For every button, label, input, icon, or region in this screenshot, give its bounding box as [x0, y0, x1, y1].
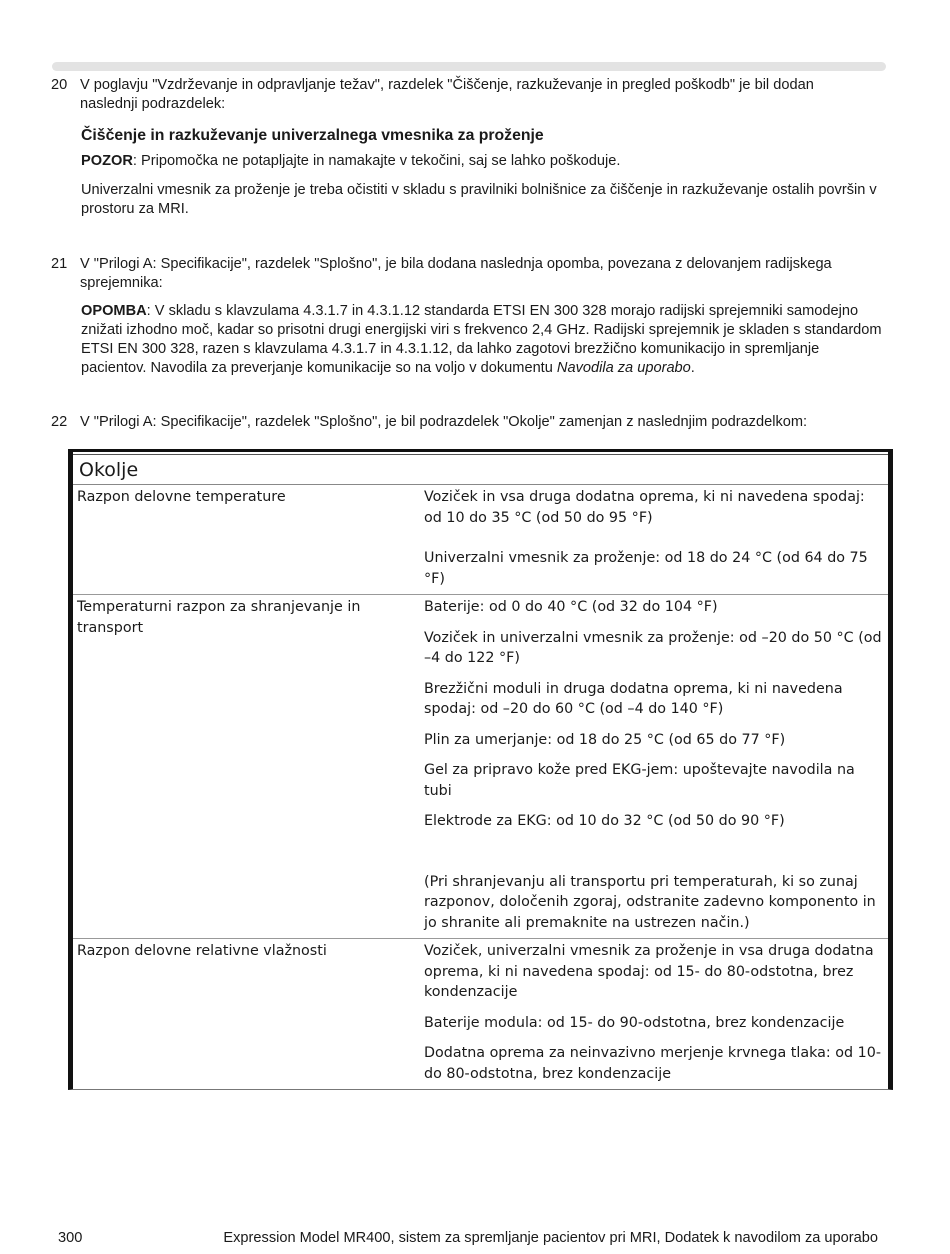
note-end: .: [690, 360, 695, 376]
subsection-heading: Čiščenje in razkuževanje univerzalnega vmesnika za proženje: [81, 127, 544, 144]
table-row: [73, 939, 888, 1089]
row-values: [420, 485, 888, 594]
row-values: [420, 939, 888, 1089]
item-intro: V poglavju "Vzdrževanje in odpravljanje težav", razdelek "Čiščenje, razkuževanje in pregled poškodb" je bil dodan naslednji podrazdelek:: [80, 77, 814, 112]
row-label: Razpon delovne relativne vlažnosti: [77, 943, 327, 959]
note-text: : V skladu s klavzulama 4.3.1.7 in 4.3.1.12 standarda ETSI EN 300 328 morajo radijski sprejemniki samodejno znižati izhodno moč, kadar so prisotni drugi energijski viri s frekvenco 2,4 GHz. Radijski sprejemnik je skladen s standardom ETSI EN 300 328, razen s klavzulama 4.3.1.7 in 4.3.1.12, da lahko zagotovi brezžično komunikacijo in spremljanje pacientov. Navodila za preverjanje komunikacije so na voljo v dokumentu: [81, 303, 882, 376]
row-value: Voziček, univerzalni vmesnik za proženje in vsa druga dodatna oprema, ki ni navedena spodaj: od 15- do 80-odstotna, brez kondenzacije: [424, 943, 874, 1000]
item-intro: V "Prilogi A: Specifikacije", razdelek "Splošno", je bil podrazdelek "Okolje" zamenjan z naslednjim podrazdelkom:: [80, 414, 808, 430]
row-value: Brezžični moduli in druga dodatna oprema, ki ni navedena spodaj: od –20 do 60 °C (od –4 do 140 °F): [424, 680, 843, 717]
item-intro: V "Prilogi A: Specifikacije", razdelek "Splošno", je bila dodana naslednja opomba, povezana z delovanjem radijskega sprejemnika:: [80, 256, 832, 291]
row-label: Temperaturni razpon za shranjevanje in transport: [77, 599, 361, 636]
footer-title: Expression Model MR400, sistem za spremljanje pacientov pri MRI, Dodatek k navodilom za uporabo: [223, 1230, 878, 1246]
table-row: [73, 595, 888, 939]
item-number: 21: [51, 256, 68, 272]
cleaning-text: Univerzalni vmesnik za proženje je treba očistiti v skladu s pravilniki bolnišnice za čiščenje in razkuževanje ostalih površin v prostoru za MRI.: [81, 182, 877, 217]
caution-label: POZOR: [81, 153, 133, 169]
row-value: Dodatna oprema za neinvazivno merjenje krvnega tlaka: od 10- do 80-odstotna, brez kondenzacije: [424, 1045, 881, 1082]
table-title: Okolje: [73, 454, 888, 485]
row-value: (Pri shranjevanju ali transportu pri temperaturah, ki so zunaj razponov, določenih zgoraj, odstranite zadevno komponento in jo shranite ali premaknite na ustrezen način.): [424, 873, 876, 931]
item-number: 22: [51, 414, 68, 430]
row-value: Baterije: od 0 do 40 °C (od 32 do 104 °F): [424, 599, 718, 615]
subsection-cleaning: [81, 126, 886, 145]
row-label: Razpon delovne temperature: [77, 489, 286, 505]
row-value: Voziček in univerzalni vmesnik za proženje: od –20 do 50 °C (od –4 do 122 °F): [424, 629, 882, 666]
row-value: Voziček in vsa druga dodatna oprema, ki ni navedena spodaj: od 10 do 35 °C (od 50 do 95 °F): [424, 489, 865, 526]
table-row: [73, 485, 888, 595]
row-values: [420, 595, 888, 938]
page-number: 300: [58, 1230, 83, 1246]
environment-table: [68, 449, 893, 1090]
note-label: OPOMBA: [81, 303, 147, 319]
row-value: Baterije modula: od 15- do 90-odstotna, brez kondenzacije: [424, 1014, 845, 1031]
item-number: 20: [51, 77, 68, 93]
caution-block: [81, 152, 886, 171]
row-value: Univerzalni vmesnik za proženje: od 18 do 24 °C (od 64 do 75 °F): [424, 550, 868, 587]
caution-text: : Pripomočka ne potapljajte in namakajte v tekočini, saj se lahko poškoduje.: [132, 153, 621, 169]
row-value: Gel za pripravo kože pred EKG-jem: upoštevajte navodila na tubi: [424, 762, 855, 799]
note-doc-title: Navodila za uporabo: [556, 360, 691, 376]
cleaning-body: [81, 181, 886, 219]
row-value: Plin za umerjanje: od 18 do 25 °C (od 65 do 77 °F): [424, 731, 786, 748]
row-value: Elektrode za EKG: od 10 do 32 °C (od 50 do 90 °F): [424, 813, 785, 829]
note-block: [81, 302, 886, 378]
header-rule: [52, 62, 886, 71]
